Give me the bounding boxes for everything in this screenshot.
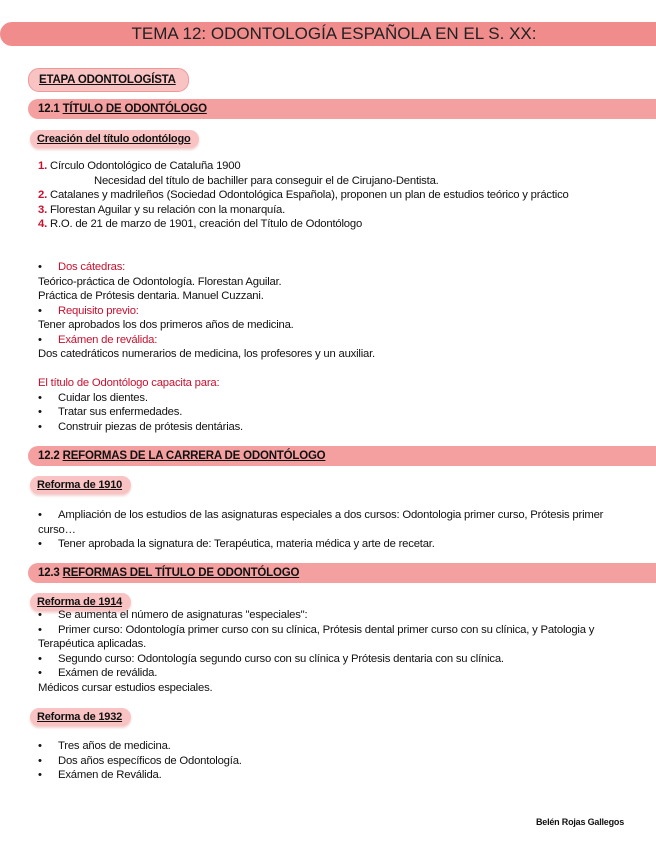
list-item: • Exámen de Reválida.	[38, 769, 162, 781]
section-12-2-heading: 12.2 REFORMAS DE LA CARRERA DE ODONTÓLOGO	[28, 446, 656, 466]
list-item: • Tres años de medicina.	[38, 740, 171, 752]
capacita-label: El título de Odontólogo capacita para:	[38, 377, 220, 389]
list-item: 4. R.O. de 21 de marzo de 1901, creación del Título de Odontólogo	[38, 218, 363, 230]
page-title: TEMA 12: ODONTOLOGÍA ESPAÑOLA EN EL S. XX:	[0, 22, 656, 46]
list-item: Dos catedráticos numerarios de medicina, los profesores y un auxiliar.	[38, 348, 375, 360]
list-item: Necesidad del título de bachiller para conseguir el de Cirujano-Dentista.	[94, 174, 439, 187]
section-12-2-list	[38, 508, 628, 552]
examen-label: Exámen de reválida:	[58, 333, 158, 346]
list-item: • Dos años específicos de Odontología.	[38, 754, 242, 767]
section-12-3-list	[38, 608, 628, 695]
list-item: Teórico-práctica de Odontología. Florestan Aguilar.	[38, 275, 282, 288]
list-item: • Primer curso: Odontología primer curso con su clínica, Prótesis dental primer curso con su clínica, y Patologia y Terapéutica aplicadas.	[38, 623, 595, 650]
list-item: • Exámen de reválida.	[38, 667, 158, 679]
list-item: Médicos cursar estudios especiales.	[38, 681, 213, 694]
list-item: • Tratar sus enfermedades.	[38, 406, 183, 418]
stage-heading: ETAPA ODONTOLOGÍSTA	[28, 68, 189, 92]
subheading-reforma-1910: Reforma de 1910	[30, 476, 131, 494]
list-item: • Segundo curso: Odontología segundo curso con su clínica y Prótesis dentaria con su clínica.	[38, 652, 504, 665]
list-item: 3. Florestan Aguilar y su relación con la monarquía.	[38, 203, 286, 216]
section-12-1-list	[38, 159, 628, 232]
reforma-1932-list	[38, 739, 628, 783]
catedras-block: • Dos cátedras: Teórico-práctica de Odontología. Florestan Aguilar. Práctica de Prótesis dentaria. Manuel Cuzzani. • Requisito previo: Tener aprobados los dos primeros años de medicina. • Exámen de reválida: Dos catedráticos numerarios de medicina, los profesores y un auxiliar.	[38, 260, 628, 362]
list-item: Práctica de Prótesis dentaria. Manuel Cuzzani.	[38, 290, 264, 302]
requisito-label: Requisito previo:	[58, 304, 139, 317]
list-item: • Se aumenta el número de asignaturas "especiales":	[38, 609, 308, 621]
capacita-block	[38, 376, 628, 434]
list-item: • Ampliación de los estudios de las asignaturas especiales a dos cursos: Odontologia primer curso, Prótesis primer curso…	[38, 509, 604, 536]
section-12-1-heading: 12.1 TÍTULO DE ODONTÓLOGO	[28, 99, 656, 119]
subheading-reforma-1932: Reforma de 1932	[30, 708, 131, 726]
subheading-creacion: Creación del título odontólogo	[30, 130, 199, 148]
list-item: • Tener aprobada la signatura de: Terapéutica, materia médica y arte de recetar.	[38, 538, 435, 550]
list-item: Tener aprobados los dos primeros años de medicina.	[38, 319, 294, 331]
author-footer: Belén Rojas Gallegos	[535, 817, 624, 827]
catedras-label: Dos cátedras:	[58, 261, 126, 273]
list-item: • Construir piezas de prótesis dentárias.	[38, 420, 243, 433]
list-item: 2. Catalanes y madrileños (Sociedad Odontológica Española), proponen un plan de estudios teórico y práctico	[38, 189, 569, 201]
list-item: 1. Círculo Odontológico de Cataluña 1900	[38, 160, 241, 172]
section-12-3-heading: 12.3 REFORMAS DEL TÍTULO DE ODONTÓLOGO	[28, 563, 656, 583]
list-item: • Cuidar los dientes.	[38, 391, 148, 404]
subheading-reforma-1914: Reforma de 1914	[30, 593, 131, 611]
